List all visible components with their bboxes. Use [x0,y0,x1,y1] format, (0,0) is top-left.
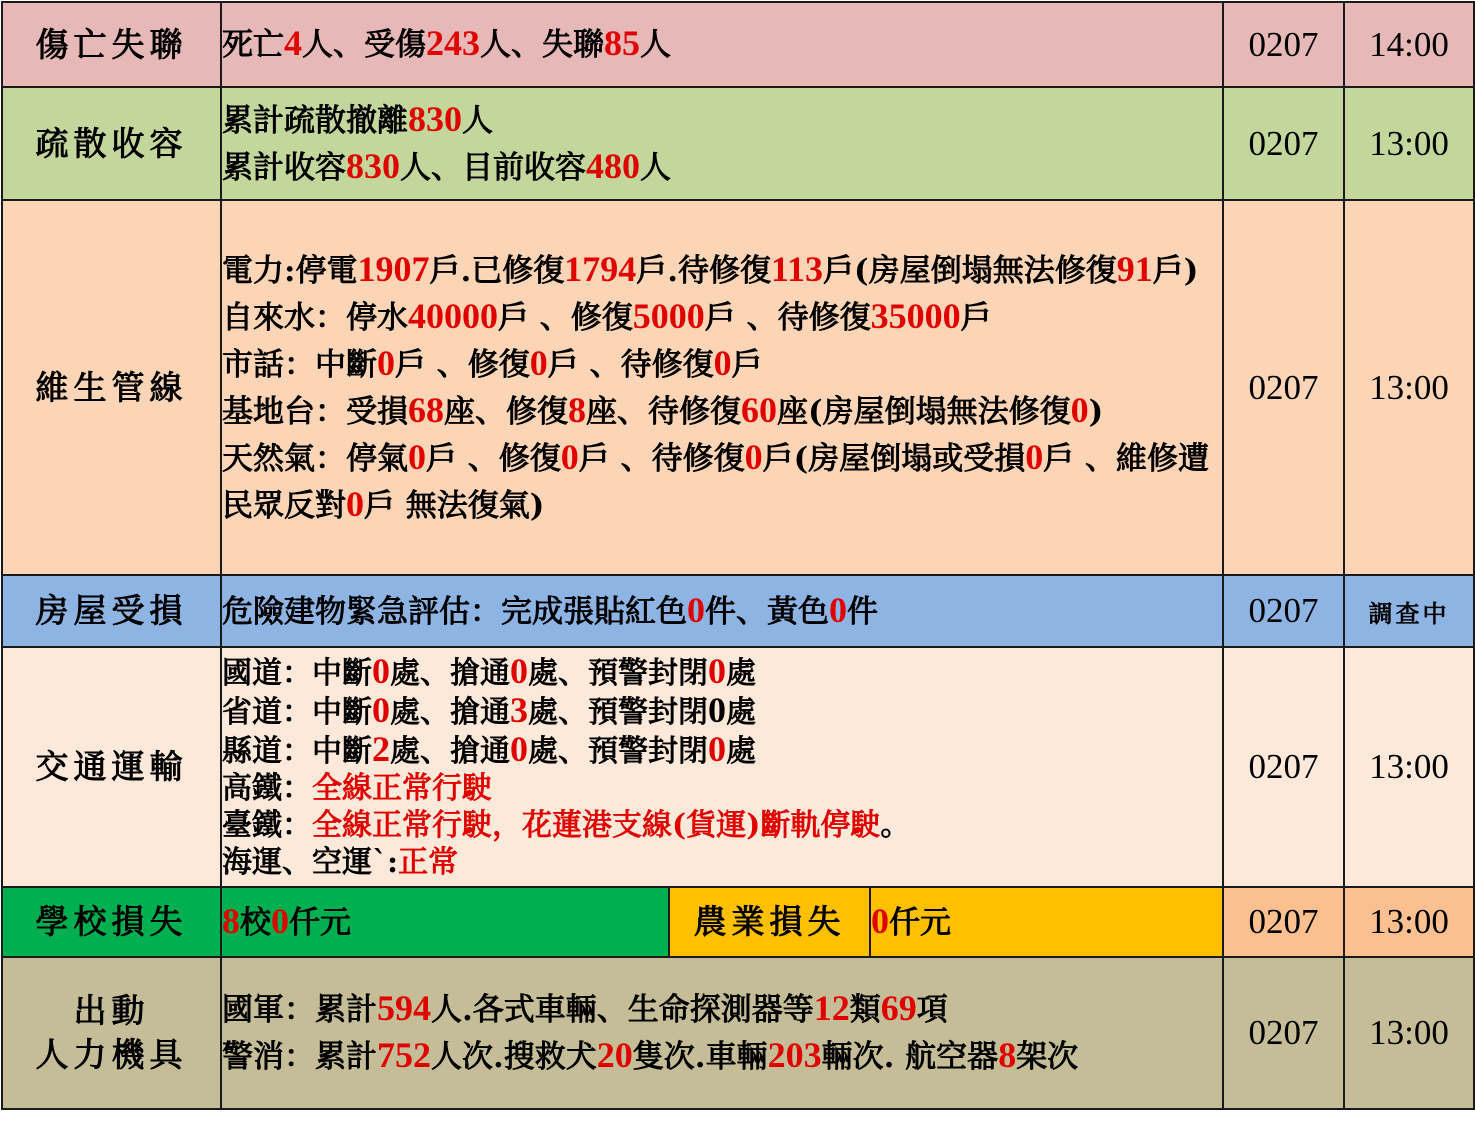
evacuation-time: 13:00 [1344,87,1474,200]
agri-loss-value: 0仟元 [870,887,1223,957]
casualties-content [221,2,1223,87]
traffic-date: 0207 [1223,647,1344,887]
casualties-row [2,2,1474,87]
deployment-police-fire: 警消：累計752人次.搜救犬20隻次.車輛203輛次. 航空器8架次 [222,1035,1079,1075]
traffic-sea-air: 海運、空運`:正常 [222,845,459,880]
losses-date: 0207 [1223,887,1344,957]
casualties-category: 傷亡失聯 [2,2,221,87]
traffic-national: 國道：中斷0處、搶通0處、預警封閉0處 [222,651,756,691]
lifeline-row [2,200,1474,575]
housing-content [221,575,1223,647]
traffic-provincial: 省道：中斷0處、搶通3處、預警封閉0處 [222,690,756,730]
lifeline-content [221,200,1223,575]
school-loss-label: 學校損失 [2,887,221,957]
casualties-time: 14:00 [1344,2,1474,87]
deployment-content [221,957,1223,1109]
traffic-hsr: 高鐵：全線正常行駛 [222,771,492,806]
deployment-date: 0207 [1223,957,1344,1109]
deployment-category: 出動 人力機具 [2,957,221,1109]
lifeline-time: 13:00 [1344,200,1474,575]
deployment-row [2,957,1474,1109]
casualties-date: 0207 [1223,2,1344,87]
lifeline-power: 電力:停電1907戶.已修復1794戶.待修復113戶(房屋倒塌無法修復91戶) [222,248,1199,289]
losses-time: 13:00 [1344,887,1474,957]
traffic-content [221,647,1223,887]
losses-row [2,887,1474,957]
evacuation-content [221,87,1223,200]
housing-date: 0207 [1223,575,1344,647]
traffic-category: 交通運輸 [2,647,221,887]
traffic-tra: 臺鐵：全線正常行駛，花蓮港支線(貨運)斷軌停駛。 [222,808,911,843]
evacuation-row [2,87,1474,200]
evacuation-line-1: 累計疏散撤離830人 [222,98,493,139]
evacuation-category: 疏散收容 [2,87,221,200]
lifeline-water: 自來水：停水40000戶 、修復5000戶 、待修復35000戶 [222,295,992,336]
lifeline-category: 維生管線 [2,200,221,575]
traffic-row [2,647,1474,887]
disaster-report-table [1,1,1475,1110]
evacuation-line-2: 累計收容830人、目前收容480人 [222,145,671,186]
agri-loss-label: 農業損失 [669,887,870,957]
housing-category: 房屋受損 [2,575,221,647]
traffic-county: 縣道：中斷2處、搶通0處、預警封閉0處 [222,729,756,769]
housing-row [2,575,1474,647]
traffic-time: 13:00 [1344,647,1474,887]
lifeline-phone: 市話：中斷0戶 、修復0戶 、待修復0戶 [222,342,763,383]
evacuation-date: 0207 [1223,87,1344,200]
school-loss-value: 8校0仟元 [221,887,669,957]
deployment-time: 13:00 [1344,957,1474,1109]
lifeline-tower: 基地台：受損68座、修復8座、待修復60座(房屋倒塌無法修復0) [222,389,1104,430]
casualties-line: 死亡4人、受傷243人、失聯85人 [222,23,671,63]
lifeline-date: 0207 [1223,200,1344,575]
deployment-military: 國軍：累計594人.各式車輛、生命探測器等12類69項 [222,988,948,1028]
housing-line: 危險建物緊急評估：完成張貼紅色0件、黃色0件 [222,589,878,630]
lifeline-gas: 天然氣：停氣0戶 、修復0戶 、待修復0戶(房屋倒塌或受損0戶 、維修遭民眾反對0戶 無法復氣) [222,436,1210,524]
housing-status: 調查中 [1344,575,1474,647]
